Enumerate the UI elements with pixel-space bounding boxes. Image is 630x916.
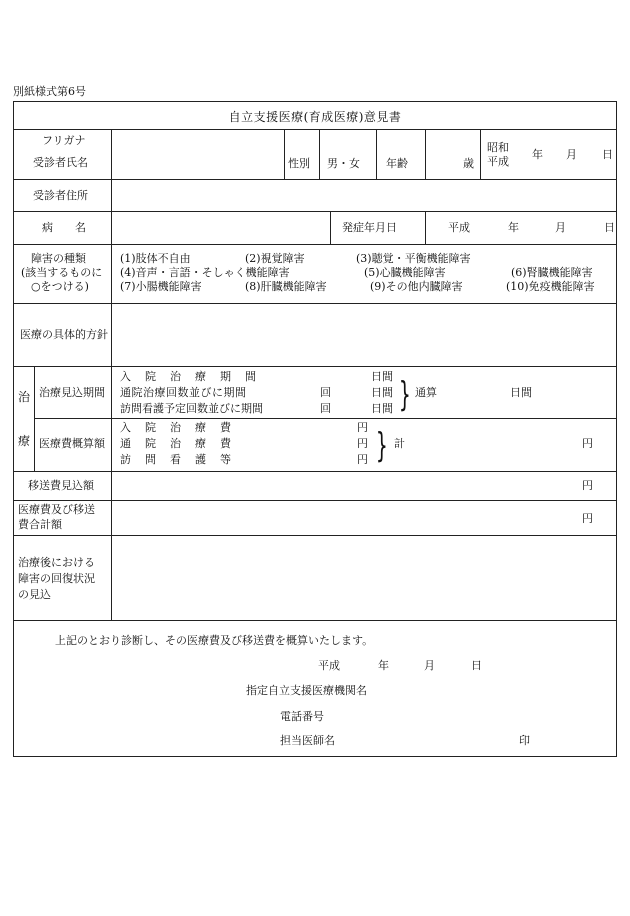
period-label: 治療見込期間 [39,386,105,399]
cost-label: 医療費概算額 [39,437,105,450]
total-cost-label-1: 医療費及び移送 [18,503,95,516]
recovery-label-3: の見込 [18,588,51,601]
disability-label-3: ○をつける) [31,280,89,293]
transport-label: 移送費見込額 [28,479,94,492]
onset-month: 月 [555,221,566,234]
disability-label-2: (該当するものに [21,266,103,279]
era-heisei: 平成 [487,155,509,168]
recovery-label-2: 障害の回復状況 [18,572,95,585]
disability-option[interactable]: (9)その他内臓障害 [370,280,463,293]
period-brace: } [398,375,411,415]
recovery-label-1: 治療後における [18,556,95,569]
footer-statement: 上記のとおり診断し、その医療費及び移送費を概算いたします。 [55,634,374,647]
divider [34,366,35,471]
birth-day: 日 [602,148,613,161]
divider [480,129,481,179]
total-cost-label-2: 費合計額 [18,518,62,531]
cost-sum-yen: 円 [582,437,593,450]
total-cost-yen: 円 [582,512,593,525]
divider [425,211,426,244]
footer-year: 年 [378,659,389,672]
divider [14,535,616,536]
disability-option[interactable]: (2)視覚障害 [245,252,305,265]
phone-label: 電話番号 [280,710,324,723]
home-nursing-times-unit: 回 [320,402,331,415]
divider [284,129,285,179]
era-showa: 昭和 [487,141,509,154]
footer-era: 平成 [318,659,340,672]
seal-mark: 印 [519,734,530,747]
patient-name-label: 受診者氏名 [33,156,88,169]
outpatient-days-unit: 日間 [371,386,393,399]
address-label: 受診者住所 [33,189,88,202]
disability-option[interactable]: (1)肢体不自由 [120,252,191,265]
inpatient-days-unit: 日間 [371,370,393,383]
form-title: 自立支援医療(育成医療)意見書 [228,110,402,124]
treatment-side-label-1: 治 [18,390,31,404]
divider [14,211,616,212]
divider [14,500,616,501]
disability-option[interactable]: (8)肝臓機能障害 [245,280,327,293]
cost-brace: } [375,426,388,466]
divider [14,303,616,304]
outpatient-cost-yen: 円 [357,437,368,450]
birth-month: 月 [566,148,577,161]
disability-option[interactable]: (10)免疫機能障害 [506,280,595,293]
home-nursing-cost-yen: 円 [357,453,368,466]
sex-options[interactable]: 男・女 [327,157,360,170]
disability-option[interactable]: (7)小腸機能障害 [120,280,202,293]
treatment-policy-label: 医療の具体的方針 [20,328,108,341]
disability-option[interactable]: (3)聴覚・平衡機能障害 [356,252,471,265]
onset-year: 年 [508,221,519,234]
treatment-side-label-2: 療 [18,434,31,448]
birth-year: 年 [532,148,543,161]
transport-yen: 円 [582,479,593,492]
divider [14,244,616,245]
age-label: 年齢 [386,157,408,170]
doctor-label: 担当医師名 [280,734,335,747]
outpatient-times-unit: 回 [320,386,331,399]
onset-day: 日 [604,221,615,234]
period-total-days-unit: 日間 [510,386,532,399]
onset-label: 発症年月日 [342,221,397,234]
age-unit: 歳 [463,157,474,170]
home-nursing-days-unit: 日間 [371,402,393,415]
divider [14,366,616,367]
period-total-label: 通算 [415,386,437,399]
outpatient-period-label: 通院治療回数並びに期間 [120,386,247,399]
disability-option[interactable]: (5)心臓機能障害 [364,266,446,279]
home-nursing-period-label: 訪問看護予定回数並びに期間 [120,402,263,415]
divider [14,471,616,472]
inpatient-cost-label: 入院治療費 [120,421,245,434]
divider [425,129,426,179]
divider [14,129,616,130]
home-nursing-cost-label: 訪問看護等 [120,453,245,466]
cost-sum-label: 計 [394,437,405,450]
divider [14,620,616,621]
inpatient-cost-yen: 円 [357,421,368,434]
outpatient-cost-label: 通院治療費 [120,437,245,450]
onset-era: 平成 [448,221,470,234]
footer-month: 月 [424,659,435,672]
disease-label: 病 名 [42,221,86,234]
divider [376,129,377,179]
disability-option[interactable]: (4)音声・言語・そしゃく機能障害 [120,266,290,279]
divider [14,179,616,180]
disability-option[interactable]: (6)腎臓機能障害 [511,266,593,279]
sex-label: 性別 [288,157,310,170]
form-number: 別紙様式第6号 [13,85,86,98]
inpatient-period-label: 入院治療期間 [120,370,270,383]
divider [330,211,331,244]
disability-label-1: 障害の種類 [31,252,86,265]
furigana-label: フリガナ [42,134,86,147]
divider [111,129,112,620]
divider [34,418,616,419]
institution-label: 指定自立支援医療機関名 [246,684,367,697]
footer-day: 日 [471,659,482,672]
divider [319,129,320,179]
opinion-form [13,101,617,757]
